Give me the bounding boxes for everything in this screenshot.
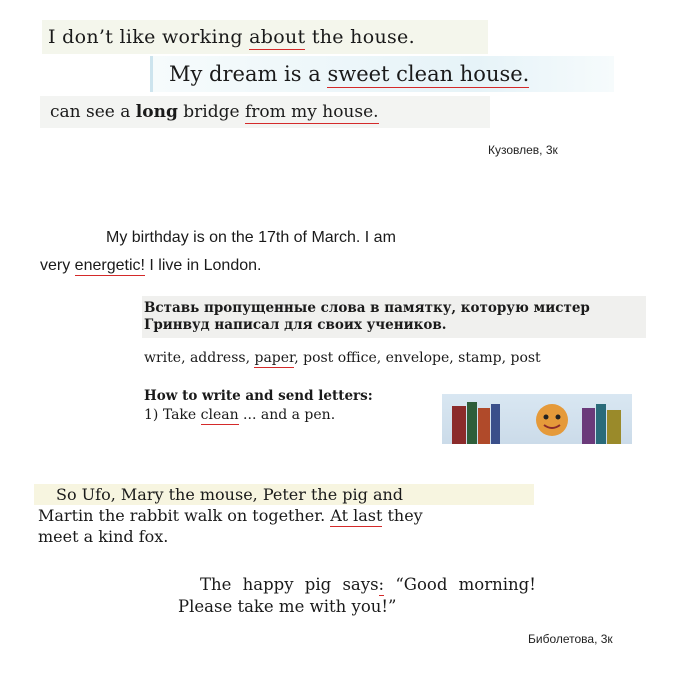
text-segment: Martin the rabbit walk on together. [38, 506, 331, 525]
text-segment: , post office, envelope, stamp, post [294, 350, 541, 366]
illustration-image [442, 394, 632, 444]
sentence-dream-house [150, 56, 614, 92]
underlined-word-energetic: energetic! [74, 257, 145, 274]
text-segment: 1) Take [144, 407, 201, 423]
text-segment: the house. [305, 26, 415, 48]
source-caption-biboletova: Биболетова, 3к [528, 632, 613, 646]
underlined-word-clean: clean [200, 407, 239, 423]
sentence-long-bridge [40, 96, 490, 128]
underlined-word-paper: paper [254, 350, 295, 366]
underlined-phrase-sweet-clean-house: sweet clean house. [327, 62, 530, 86]
source-caption-kuzovlev: Кузовлев, 3к [488, 143, 558, 157]
paragraph-line [34, 505, 534, 526]
exercise-instruction: Вставь пропущенные слова в памятку, которую мистер Гринвуд написал для своих учеников. [142, 296, 646, 338]
underlined-word-about: about [249, 26, 306, 48]
ufo-story-paragraph [34, 484, 534, 547]
paragraph-line: So Ufo, Mary the mouse, Peter the pig and [34, 484, 534, 505]
text-segment: very [40, 257, 75, 274]
text-segment: bridge [177, 102, 245, 122]
text-segment: can see a [50, 102, 136, 122]
underlined-phrase-at-last: At last [330, 506, 383, 525]
paragraph-line [178, 574, 648, 596]
underlined-colon: : [378, 575, 385, 594]
paragraph-line [40, 252, 480, 280]
text-segment: write, address, [144, 350, 255, 366]
text-segment: The happy pig says [200, 575, 379, 594]
text-segment: they [382, 506, 423, 525]
text-segment: My dream is a [169, 62, 328, 86]
birthday-paragraph [40, 224, 480, 280]
exercise-heading: How to write and send letters: [144, 388, 373, 404]
books-and-character-icon [442, 394, 632, 444]
paragraph-line: My birthday is on the 17th of March. I am [106, 229, 396, 246]
paragraph-line: meet a kind fox. [38, 527, 169, 546]
happy-pig-dialogue [178, 574, 648, 618]
sentence-working-about-house [42, 20, 488, 54]
text-segment: ... and a pen. [238, 407, 336, 423]
bold-word-long: long [135, 102, 178, 122]
text-segment: I live in London. [144, 257, 262, 274]
word-bank [142, 348, 642, 368]
paragraph-line: Please take me with you!” [178, 597, 397, 616]
text-segment: I don’t like working [48, 26, 250, 48]
underlined-phrase-from-my-house: from my house. [244, 102, 379, 122]
text-segment: “Good morning! [384, 575, 536, 594]
letter-exercise [142, 296, 642, 446]
